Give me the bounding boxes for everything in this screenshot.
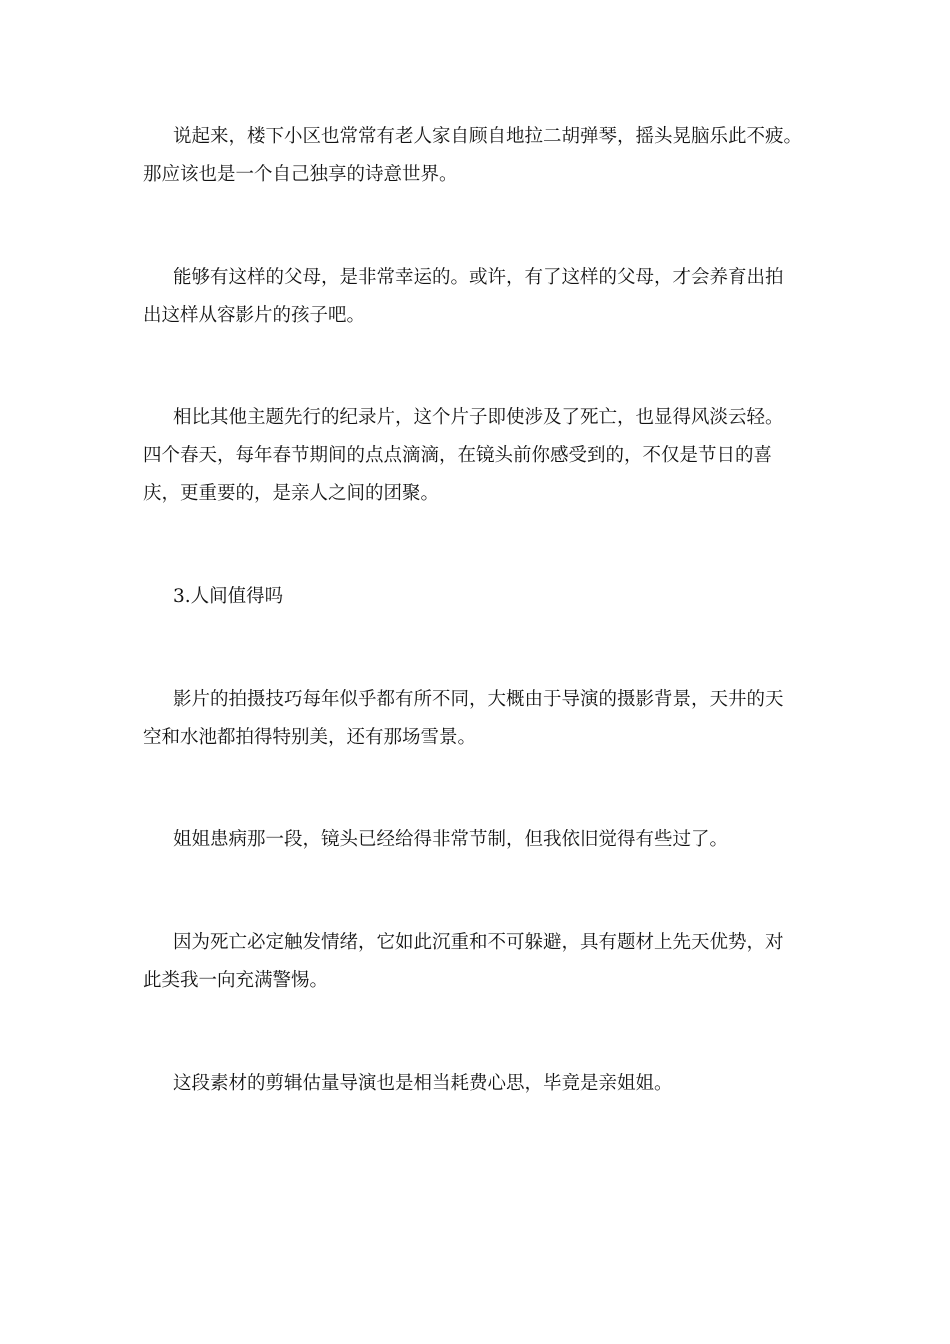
section-heading: 3.人间值得吗 — [173, 586, 284, 607]
paragraph-line: 那应该也是一个自己独享的诗意世界。 — [143, 164, 458, 185]
paragraph-line: 此类我一向充满警惕。 — [143, 970, 329, 991]
paragraph-line: 庆，更重要的，是亲人之间的团聚。 — [143, 483, 440, 504]
paragraph-line: 四个春天，每年春节期间的点点滴滴，在镜头前你感受到的，不仅是节日的喜 — [143, 445, 773, 466]
paragraph-line: 相比其他主题先行的纪录片，这个片子即使涉及了死亡，也显得风淡云轻。 — [173, 407, 784, 428]
paragraph-line: 因为死亡必定触发情绪，它如此沉重和不可躲避，具有题材上先天优势，对 — [173, 932, 784, 953]
paragraph-line: 空和水池都拍得特别美，还有那场雪景。 — [143, 727, 477, 748]
paragraph-line: 说起来，楼下小区也常常有老人家自顾自地拉二胡弹琴，摇头晃脑乐此不疲。 — [173, 126, 803, 147]
paragraph-line: 能够有这样的父母，是非常幸运的。或许，有了这样的父母，才会养育出拍 — [173, 267, 784, 288]
paragraph-line: 影片的拍摄技巧每年似乎都有所不同，大概由于导演的摄影背景，天井的天 — [173, 689, 784, 710]
paragraph-line: 这段素材的剪辑估量导演也是相当耗费心思，毕竟是亲姐姐。 — [173, 1073, 673, 1094]
paragraph-line: 出这样从容影片的孩子吧。 — [143, 305, 366, 326]
paragraph-line: 姐姐患病那一段，镜头已经给得非常节制，但我依旧觉得有些过了。 — [173, 829, 729, 850]
